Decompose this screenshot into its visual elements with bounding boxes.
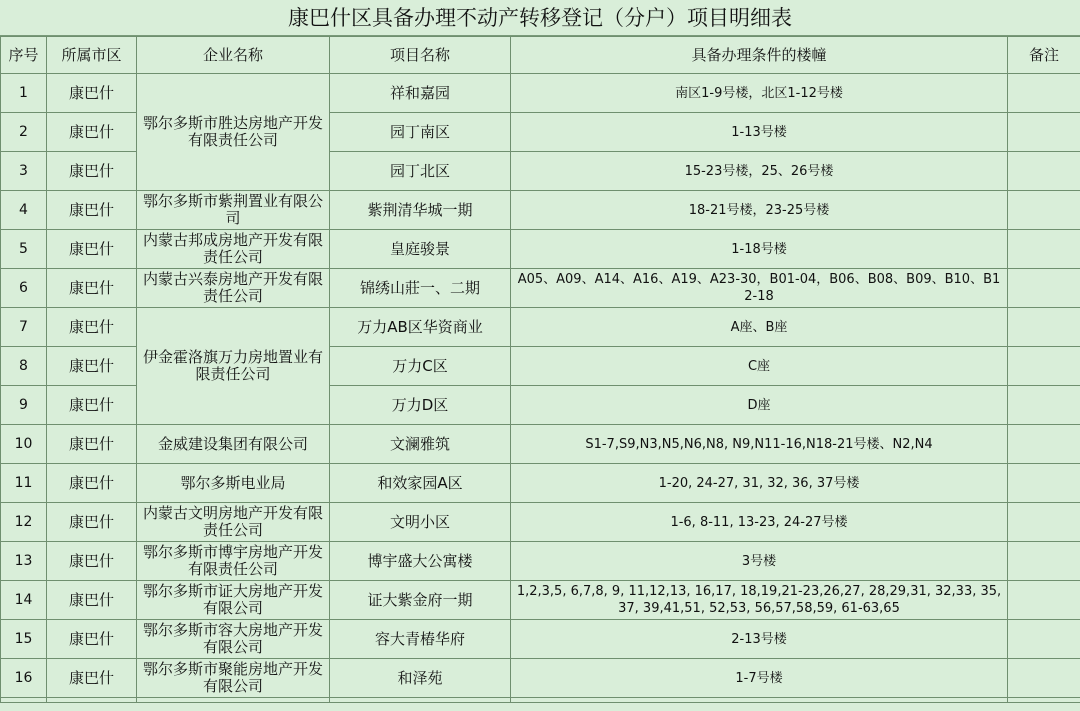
project-table xyxy=(0,36,1080,703)
cell-buildings[interactable]: 1-18号楼 xyxy=(511,230,1008,269)
partial-row xyxy=(1,698,1080,703)
cell-city[interactable]: 康巴什 xyxy=(47,542,137,581)
cell-project[interactable]: 容大青椿华府 xyxy=(330,620,511,659)
cell-buildings[interactable]: A05、A09、A14、A16、A19、A23-30，B01-04，B06、B08、B09、B10、B12-18 xyxy=(511,269,1008,308)
cell-remarks[interactable] xyxy=(1008,347,1080,386)
cell-company[interactable] xyxy=(137,698,330,703)
cell-seq[interactable] xyxy=(1,698,47,703)
table-row xyxy=(1,269,1080,308)
table-row xyxy=(1,191,1080,230)
cell-buildings[interactable]: A座、B座 xyxy=(511,308,1008,347)
cell-buildings[interactable]: 南区1-9号楼，北区1-12号楼 xyxy=(511,74,1008,113)
cell-buildings[interactable] xyxy=(511,698,1008,703)
cell-remarks[interactable] xyxy=(1008,464,1080,503)
table-row xyxy=(1,620,1080,659)
cell-seq[interactable]: 4 xyxy=(1,191,47,230)
cell-seq[interactable]: 5 xyxy=(1,230,47,269)
cell-seq[interactable]: 11 xyxy=(1,464,47,503)
cell-company[interactable]: 鄂尔多斯市胜达房地产开发有限责任公司 xyxy=(137,74,330,191)
cell-city[interactable]: 康巴什 xyxy=(47,191,137,230)
cell-company[interactable]: 内蒙古邦成房地产开发有限责任公司 xyxy=(137,230,330,269)
cell-company[interactable]: 鄂尔多斯电业局 xyxy=(137,464,330,503)
cell-seq[interactable]: 9 xyxy=(1,386,47,425)
cell-remarks[interactable] xyxy=(1008,152,1080,191)
header-buildings[interactable]: 具备办理条件的楼幢 xyxy=(511,37,1008,74)
cell-seq[interactable]: 16 xyxy=(1,659,47,698)
cell-project[interactable]: 和泽苑 xyxy=(330,659,511,698)
cell-city[interactable]: 康巴什 xyxy=(47,113,137,152)
cell-buildings[interactable]: C座 xyxy=(511,347,1008,386)
cell-remarks[interactable] xyxy=(1008,620,1080,659)
cell-project[interactable]: 万力AB区华资商业 xyxy=(330,308,511,347)
header-row xyxy=(1,37,1080,74)
cell-project[interactable]: 紫荆清华城一期 xyxy=(330,191,511,230)
cell-company[interactable]: 鄂尔多斯市容大房地产开发有限公司 xyxy=(137,620,330,659)
table-row xyxy=(1,659,1080,698)
cell-company[interactable]: 伊金霍洛旗万力房地置业有限责任公司 xyxy=(137,308,330,425)
cell-project[interactable]: 园丁北区 xyxy=(330,152,511,191)
cell-company[interactable]: 鄂尔多斯市证大房地产开发有限公司 xyxy=(137,581,330,620)
cell-project[interactable]: 祥和嘉园 xyxy=(330,74,511,113)
cell-remarks[interactable] xyxy=(1008,386,1080,425)
cell-remarks[interactable] xyxy=(1008,542,1080,581)
cell-company[interactable]: 鄂尔多斯市紫荆置业有限公司 xyxy=(137,191,330,230)
table-row xyxy=(1,425,1080,464)
cell-city[interactable] xyxy=(47,698,137,703)
cell-city[interactable]: 康巴什 xyxy=(47,308,137,347)
cell-remarks[interactable] xyxy=(1008,74,1080,113)
cell-remarks[interactable] xyxy=(1008,308,1080,347)
cell-city[interactable]: 康巴什 xyxy=(47,464,137,503)
header-project[interactable]: 项目名称 xyxy=(330,37,511,74)
cell-city[interactable]: 康巴什 xyxy=(47,581,137,620)
cell-city[interactable]: 康巴什 xyxy=(47,386,137,425)
cell-seq[interactable]: 6 xyxy=(1,269,47,308)
cell-seq[interactable]: 15 xyxy=(1,620,47,659)
cell-remarks[interactable] xyxy=(1008,113,1080,152)
cell-buildings[interactable]: 1-13号楼 xyxy=(511,113,1008,152)
table-row xyxy=(1,230,1080,269)
cell-city[interactable]: 康巴什 xyxy=(47,74,137,113)
cell-project[interactable]: 证大紫金府一期 xyxy=(330,581,511,620)
sheet-title: 康巴什区具备办理不动产转移登记（分户）项目明细表 xyxy=(0,0,1080,36)
cell-remarks[interactable] xyxy=(1008,191,1080,230)
cell-project[interactable]: 万力D区 xyxy=(330,386,511,425)
cell-seq[interactable]: 12 xyxy=(1,503,47,542)
cell-city[interactable]: 康巴什 xyxy=(47,230,137,269)
cell-remarks[interactable] xyxy=(1008,269,1080,308)
cell-company[interactable]: 内蒙古兴泰房地产开发有限责任公司 xyxy=(137,269,330,308)
cell-project[interactable]: 文澜雅筑 xyxy=(330,425,511,464)
cell-company[interactable]: 鄂尔多斯市博宇房地产开发有限责任公司 xyxy=(137,542,330,581)
cell-seq[interactable]: 1 xyxy=(1,74,47,113)
cell-city[interactable]: 康巴什 xyxy=(47,152,137,191)
cell-city[interactable]: 康巴什 xyxy=(47,503,137,542)
cell-project[interactable]: 文明小区 xyxy=(330,503,511,542)
table-row xyxy=(1,74,1080,113)
cell-seq[interactable]: 7 xyxy=(1,308,47,347)
cell-city[interactable]: 康巴什 xyxy=(47,620,137,659)
cell-remarks[interactable] xyxy=(1008,503,1080,542)
table-row xyxy=(1,581,1080,620)
header-remarks[interactable]: 备注 xyxy=(1008,37,1080,74)
cell-buildings[interactable]: D座 xyxy=(511,386,1008,425)
cell-buildings[interactable]: 3号楼 xyxy=(511,542,1008,581)
cell-project[interactable]: 锦绣山莊一、二期 xyxy=(330,269,511,308)
cell-project[interactable] xyxy=(330,698,511,703)
cell-buildings[interactable]: 15-23号楼，25、26号楼 xyxy=(511,152,1008,191)
cell-seq[interactable]: 3 xyxy=(1,152,47,191)
cell-city[interactable]: 康巴什 xyxy=(47,347,137,386)
cell-remarks[interactable] xyxy=(1008,230,1080,269)
cell-seq[interactable]: 2 xyxy=(1,113,47,152)
cell-city[interactable]: 康巴什 xyxy=(47,269,137,308)
cell-city[interactable]: 康巴什 xyxy=(47,425,137,464)
cell-seq[interactable]: 8 xyxy=(1,347,47,386)
cell-project[interactable]: 万力C区 xyxy=(330,347,511,386)
cell-buildings[interactable]: 18-21号楼，23-25号楼 xyxy=(511,191,1008,230)
cell-company[interactable]: 内蒙古文明房地产开发有限责任公司 xyxy=(137,503,330,542)
cell-remarks[interactable] xyxy=(1008,425,1080,464)
cell-buildings[interactable]: 1-20, 24-27, 31, 32, 36, 37号楼 xyxy=(511,464,1008,503)
cell-seq[interactable]: 10 xyxy=(1,425,47,464)
cell-city[interactable]: 康巴什 xyxy=(47,659,137,698)
cell-buildings[interactable]: 1,2,3,5, 6,7,8, 9, 11,12,13, 16,17, 18,19,21-23,26,27, 28,29,31, 32,33, 35,37, 39,41,51, 52,53, 56,57,58,59, 61-63,65 xyxy=(511,581,1008,620)
cell-remarks[interactable] xyxy=(1008,698,1080,703)
cell-seq[interactable]: 13 xyxy=(1,542,47,581)
table-row xyxy=(1,503,1080,542)
cell-buildings[interactable]: 1-6, 8-11, 13-23, 24-27号楼 xyxy=(511,503,1008,542)
header-city[interactable]: 所属市区 xyxy=(47,37,137,74)
cell-remarks[interactable] xyxy=(1008,659,1080,698)
table-row xyxy=(1,308,1080,347)
cell-project[interactable]: 园丁南区 xyxy=(330,113,511,152)
table-row xyxy=(1,542,1080,581)
header-seq[interactable]: 序号 xyxy=(1,37,47,74)
cell-company[interactable]: 金威建设集团有限公司 xyxy=(137,425,330,464)
cell-buildings[interactable]: S1-7,S9,N3,N5,N6,N8, N9,N11-16,N18-21号楼、N2,N4 xyxy=(511,425,1008,464)
cell-buildings[interactable]: 2-13号楼 xyxy=(511,620,1008,659)
cell-seq[interactable]: 14 xyxy=(1,581,47,620)
cell-buildings[interactable]: 1-7号楼 xyxy=(511,659,1008,698)
cell-remarks[interactable] xyxy=(1008,581,1080,620)
cell-project[interactable]: 皇庭骏景 xyxy=(330,230,511,269)
cell-company[interactable]: 鄂尔多斯市聚能房地产开发有限公司 xyxy=(137,659,330,698)
cell-project[interactable]: 博宇盛大公寓楼 xyxy=(330,542,511,581)
table-row xyxy=(1,464,1080,503)
cell-project[interactable]: 和效家园A区 xyxy=(330,464,511,503)
header-company[interactable]: 企业名称 xyxy=(137,37,330,74)
